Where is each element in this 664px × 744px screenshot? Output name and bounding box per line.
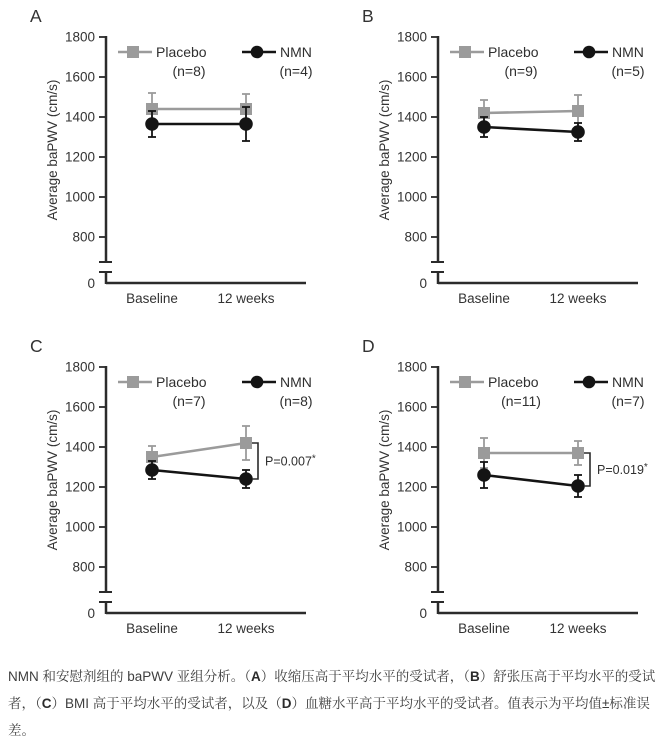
p-value-label: P=0.019* (597, 462, 648, 477)
legend-item-nmn (242, 374, 313, 409)
x-tick-label: 12 weeks (549, 621, 607, 636)
x-tick-label: Baseline (126, 291, 178, 306)
legend-n-label: (n=7) (172, 393, 206, 409)
data-point-square (240, 437, 252, 449)
x-tick-label: 12 weeks (217, 621, 275, 636)
panel-A (0, 0, 332, 330)
panel-letter: D (362, 336, 375, 356)
y-tick-label: 800 (72, 229, 95, 245)
legend-square-marker (127, 376, 139, 388)
panel-D (332, 330, 664, 660)
y-zero-label: 0 (87, 606, 95, 621)
panel-letter: B (362, 6, 374, 26)
data-point-circle (145, 463, 159, 477)
caption-segment: NMN 和安慰剂组的 baPWV 亚组分析。（ (8, 669, 252, 684)
x-tick-label: Baseline (126, 621, 178, 636)
legend-n-label: (n=8) (279, 393, 313, 409)
data-series-placebo (478, 95, 584, 127)
series-line (152, 443, 246, 457)
panel-letter: C (30, 336, 43, 356)
y-tick-label: 1200 (396, 149, 427, 165)
chart-A (0, 0, 332, 330)
legend-n-label: (n=4) (279, 63, 313, 79)
y-axis-title: Average baPWV (cm/s) (377, 409, 392, 551)
caption-segment: A (251, 669, 261, 684)
x-tick-label: 12 weeks (217, 291, 275, 306)
y-tick-label: 1000 (64, 519, 95, 535)
legend-n-label: (n=8) (172, 63, 206, 79)
legend-n-label: (n=11) (501, 393, 541, 409)
data-point-circle (477, 120, 491, 134)
panel-C (0, 330, 332, 660)
y-tick-label: 1600 (396, 399, 427, 415)
legend-label: Placebo (488, 374, 539, 390)
legend-label: NMN (280, 44, 312, 60)
data-point-circle (477, 468, 491, 482)
legend-item-nmn (574, 374, 645, 409)
legend-item-placebo (118, 374, 207, 409)
y-tick-label: 1800 (396, 359, 427, 375)
x-tick-label: 12 weeks (549, 291, 607, 306)
chart-D (332, 330, 664, 660)
y-tick-label: 1600 (64, 69, 95, 85)
panel-B (332, 0, 664, 330)
caption-segment: B (470, 669, 480, 684)
chart-C (0, 330, 332, 660)
caption-segment: ）收缩压高于平均水平的受试者，（ (260, 669, 471, 684)
data-series-placebo (478, 438, 584, 468)
y-tick-label: 1600 (64, 399, 95, 415)
caption-segment: ）BMI 高于平均水平的受试者，以及（ (51, 696, 282, 711)
data-point-square (572, 447, 584, 459)
legend-label: NMN (280, 374, 312, 390)
data-series-nmn (145, 107, 253, 141)
legend-label: Placebo (156, 374, 207, 390)
y-tick-label: 1000 (396, 189, 427, 205)
panel-letter: A (30, 6, 42, 26)
y-tick-label: 1800 (64, 359, 95, 375)
y-tick-label: 1200 (64, 149, 95, 165)
y-tick-label: 1400 (396, 439, 427, 455)
legend-circle-marker (251, 46, 264, 59)
caption-segment: ）舒张压高于平均水平的受试者，（ (8, 669, 656, 711)
legend-circle-marker (583, 46, 596, 59)
p-value-label: P=0.007* (265, 453, 316, 469)
data-point-square (572, 105, 584, 117)
legend-circle-marker (251, 376, 264, 389)
data-point-square (478, 447, 490, 459)
data-point-circle (239, 472, 253, 486)
legend-square-marker (459, 376, 471, 388)
data-point-circle (239, 117, 253, 131)
legend-n-label: (n=9) (504, 63, 538, 79)
legend-label: NMN (612, 374, 644, 390)
y-tick-label: 800 (72, 559, 95, 575)
y-zero-label: 0 (419, 606, 427, 621)
y-tick-label: 800 (404, 229, 427, 245)
legend-item-placebo (118, 44, 207, 79)
data-series-nmn (477, 117, 585, 141)
y-axis-title: Average baPWV (cm/s) (45, 409, 60, 551)
legend-square-marker (459, 46, 471, 58)
y-tick-label: 1000 (64, 189, 95, 205)
data-series-placebo (146, 93, 252, 125)
legend-item-nmn (574, 44, 645, 79)
legend-label: NMN (612, 44, 644, 60)
legend-n-label: (n=5) (611, 63, 645, 79)
x-tick-label: Baseline (458, 291, 510, 306)
y-tick-label: 800 (404, 559, 427, 575)
legend-circle-marker (583, 376, 596, 389)
legend-square-marker (127, 46, 139, 58)
series-line (484, 475, 578, 486)
legend-n-label: (n=7) (611, 393, 645, 409)
x-tick-label: Baseline (458, 621, 510, 636)
legend-item-nmn (242, 44, 313, 79)
y-tick-label: 1400 (64, 109, 95, 125)
data-point-circle (571, 479, 585, 493)
y-tick-label: 1000 (396, 519, 427, 535)
significance-bracket (252, 443, 258, 479)
caption-segment: ）血糖水平高于平均水平的受试者。值表示为平均值±标准误差。 (8, 696, 650, 738)
data-point-circle (571, 125, 585, 139)
series-line (484, 127, 578, 132)
legend-item-placebo (450, 374, 541, 409)
chart-B (332, 0, 664, 330)
data-series-nmn (477, 462, 585, 497)
y-zero-label: 0 (87, 276, 95, 291)
y-tick-label: 1800 (64, 29, 95, 45)
data-point-circle (145, 117, 159, 131)
legend-label: Placebo (488, 44, 539, 60)
y-tick-label: 1200 (396, 479, 427, 495)
caption-segment: D (281, 696, 292, 711)
y-tick-label: 1400 (64, 439, 95, 455)
y-axis-title: Average baPWV (cm/s) (45, 79, 60, 221)
data-series-nmn (145, 461, 253, 488)
series-line (484, 111, 578, 113)
y-axis-title: Average baPWV (cm/s) (377, 79, 392, 221)
caption-segment: C (41, 696, 52, 711)
y-tick-label: 1200 (64, 479, 95, 495)
significance-bracket (584, 453, 590, 486)
y-tick-label: 1800 (396, 29, 427, 45)
y-zero-label: 0 (419, 276, 427, 291)
y-tick-label: 1600 (396, 69, 427, 85)
data-series-placebo (146, 426, 252, 468)
legend-item-placebo (450, 44, 539, 79)
y-tick-label: 1400 (396, 109, 427, 125)
series-line (152, 470, 246, 479)
legend-label: Placebo (156, 44, 207, 60)
